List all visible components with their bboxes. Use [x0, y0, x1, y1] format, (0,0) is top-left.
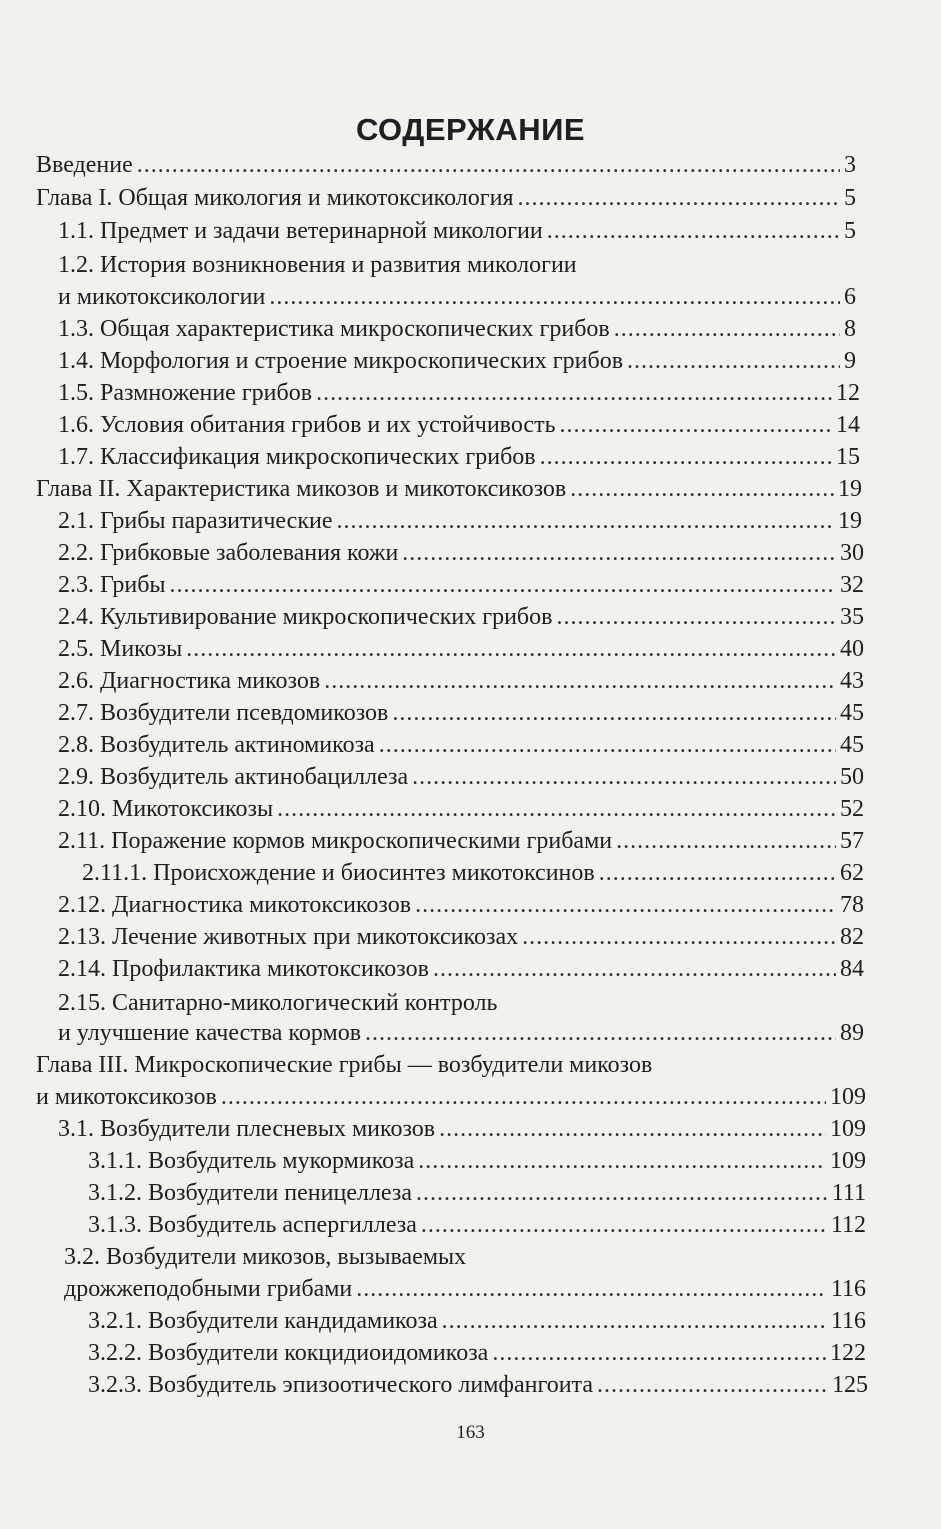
toc-entry-title: 2.3. Грибы	[58, 572, 166, 598]
toc-entry-title: 3.1.1. Возбудитель мукормикоза	[88, 1148, 415, 1174]
toc-entry-title-cont: и микотоксикозов	[36, 1084, 217, 1110]
toc-entry-page: 45	[840, 700, 864, 726]
page-title: СОДЕРЖАНИЕ	[355, 112, 586, 147]
toc-entry	[58, 730, 864, 760]
toc-entry-page: 15	[836, 444, 860, 470]
toc-leader	[560, 410, 832, 440]
toc-entry	[58, 1018, 864, 1048]
toc-entry-page: 109	[830, 1148, 866, 1174]
toc-entry	[58, 282, 856, 312]
toc-entry-title: 1.7. Классификация микроскопических грибов	[58, 444, 536, 470]
toc-leader	[269, 282, 840, 312]
toc-entry	[88, 1306, 866, 1336]
toc-entry-title-cont: и улучшение качества кормов	[58, 1020, 362, 1046]
toc-entry-title: 1.3. Общая характеристика микроскопических грибов	[58, 316, 610, 342]
toc-entry	[36, 183, 856, 213]
toc-entry-page: 57	[840, 828, 864, 854]
toc-leader	[277, 794, 836, 824]
toc-entry	[58, 570, 864, 600]
toc-entry-page: 112	[830, 1212, 866, 1238]
toc-leader	[365, 1018, 836, 1048]
toc-entry	[58, 506, 862, 536]
toc-leader	[392, 698, 836, 728]
toc-entry-page: 30	[840, 540, 864, 566]
toc-entry-page: 82	[840, 924, 864, 950]
toc-leader	[416, 1178, 828, 1208]
toc-entry-title: 2.8. Возбудитель актиномикоза	[58, 732, 375, 758]
page-number: 163	[456, 1422, 485, 1443]
toc-leader	[356, 1274, 827, 1304]
toc-entry-title-cont: дрожжеподобными грибами	[64, 1276, 353, 1302]
toc-leader	[599, 858, 836, 888]
toc-entry	[64, 1274, 866, 1304]
toc-leader	[379, 730, 836, 760]
toc-entry-title: 3.1.2. Возбудители пеницеллеза	[88, 1180, 412, 1206]
toc-entry	[58, 954, 864, 984]
toc-entry-title: 1.4. Морфология и строение микроскопических грибов	[58, 348, 624, 374]
toc-entry	[58, 602, 864, 632]
toc-entry-page: 6	[844, 284, 856, 310]
toc-entry-page: 122	[830, 1340, 866, 1366]
toc-leader	[540, 442, 832, 472]
toc-leader	[547, 216, 840, 246]
toc-entry-title: 3.2.3. Возбудитель эпизоотического лимфангоита	[88, 1372, 593, 1398]
toc-leader	[170, 570, 836, 600]
toc-entry	[88, 1210, 866, 1240]
toc-entry-title: 2.2. Грибковые заболевания кожи	[58, 540, 399, 566]
toc-entry-page: 8	[844, 316, 856, 342]
toc-entry	[58, 1114, 866, 1144]
toc-entry-title: 2.1. Грибы паразитические	[58, 508, 333, 534]
toc-entry-page: 125	[832, 1372, 868, 1398]
toc-leader	[421, 1210, 827, 1240]
toc-entry-page: 5	[844, 185, 856, 211]
toc-entry-page: 45	[840, 732, 864, 758]
toc-entry	[88, 1338, 866, 1368]
toc-entry-page: 78	[840, 892, 864, 918]
toc-entry-title: 1.5. Размножение грибов	[58, 380, 313, 406]
toc-entry-page: 52	[840, 796, 864, 822]
toc-leader	[616, 826, 836, 856]
toc-entry-page: 12	[836, 380, 860, 406]
toc-entry	[58, 442, 860, 472]
toc-leader	[433, 954, 836, 984]
toc-entry	[58, 890, 864, 920]
toc-entry-title: 2.15. Санитарно-микологический контроль	[58, 990, 498, 1016]
toc-entry-page: 40	[840, 636, 864, 662]
toc-entry-title: 2.7. Возбудители псевдомикозов	[58, 700, 389, 726]
toc-entry-page: 116	[830, 1308, 866, 1334]
toc-entry-title: 1.2. История возникновения и развития микологии	[58, 252, 577, 278]
toc-leader	[336, 506, 834, 536]
toc-entry	[82, 858, 864, 888]
toc-leader	[324, 666, 836, 696]
toc-entry	[36, 150, 856, 180]
toc-entry	[58, 922, 864, 952]
toc-leader	[439, 1114, 826, 1144]
toc-entry	[58, 378, 860, 408]
toc-entry-title: 3.1.3. Возбудитель аспергиллеза	[88, 1212, 417, 1238]
toc-leader	[518, 183, 841, 213]
toc-entry-title: 1.1. Предмет и задачи ветеринарной микологии	[58, 218, 543, 244]
toc-entry-page: 62	[840, 860, 864, 886]
toc-leader	[402, 538, 836, 568]
toc-entry	[58, 634, 864, 664]
toc-entry-page: 19	[838, 476, 862, 502]
toc-entry-title: 3.2.1. Возбудители кандидамикоза	[88, 1308, 438, 1334]
toc-leader	[614, 314, 840, 344]
toc-entry-page: 109	[830, 1116, 866, 1142]
toc-entry-title: Глава II. Характеристика микозов и микотоксикозов	[36, 476, 567, 502]
toc-entry-page: 19	[838, 508, 862, 534]
toc-entry-title: 3.2.2. Возбудители кокцидиоидомикоза	[88, 1340, 489, 1366]
toc-entry-page: 50	[840, 764, 864, 790]
toc-entry	[58, 794, 864, 824]
toc-entry-title: 2.14. Профилактика микотоксикозов	[58, 956, 429, 982]
toc-leader	[412, 762, 836, 792]
toc-entry	[58, 314, 856, 344]
toc-entry	[36, 474, 862, 504]
toc-leader	[522, 922, 836, 952]
toc-entry-title: 2.11.1. Происхождение и биосинтез микотоксинов	[82, 860, 595, 886]
toc-entry-title: Глава III. Микроскопические грибы — возбудители микозов	[36, 1052, 653, 1078]
toc-leader	[415, 890, 836, 920]
toc-entry-title: 2.11. Поражение кормов микроскопическими грибами	[58, 828, 613, 854]
toc-leader	[492, 1338, 826, 1368]
toc-leader	[570, 474, 834, 504]
toc-entry-page: 111	[831, 1180, 866, 1206]
toc-entry	[58, 410, 860, 440]
toc-entry-title: 2.10. Микотоксикозы	[58, 796, 274, 822]
toc-entry-page: 14	[836, 412, 860, 438]
toc-entry-page: 3	[844, 152, 856, 178]
toc-leader	[186, 634, 836, 664]
toc-entry-title: Глава I. Общая микология и микотоксикология	[36, 185, 514, 211]
toc-entry	[58, 826, 864, 856]
toc-entry-title: 2.6. Диагностика микозов	[58, 668, 321, 694]
toc-entry	[58, 346, 856, 376]
toc-entry-page: 109	[830, 1084, 866, 1110]
toc-entry-title: 3.2. Возбудители микозов, вызываемых	[64, 1244, 467, 1270]
toc-entry-title: 2.5. Микозы	[58, 636, 183, 662]
toc-leader	[556, 602, 836, 632]
toc-leader	[221, 1082, 826, 1112]
toc-entry-title: 2.4. Культивирование микроскопических грибов	[58, 604, 553, 630]
toc-entry-title: Введение	[36, 152, 133, 178]
toc-entry-page: 32	[840, 572, 864, 598]
toc-entry-page: 116	[830, 1276, 866, 1302]
toc-entry-page: 43	[840, 668, 864, 694]
toc-entry	[88, 1370, 868, 1400]
toc-leader	[316, 378, 832, 408]
toc-entry	[88, 1178, 866, 1208]
toc-entry-title: 2.9. Возбудитель актинобациллеза	[58, 764, 409, 790]
toc-leader	[418, 1146, 826, 1176]
toc-entry	[58, 538, 864, 568]
toc-entry-title-cont: и микотоксикологии	[58, 284, 266, 310]
toc-entry-title: 2.13. Лечение животных при микотоксикозах	[58, 924, 519, 950]
toc-entry-page: 89	[840, 1020, 864, 1046]
toc-entry	[36, 1082, 866, 1112]
toc-leader	[137, 150, 840, 180]
toc-entry	[58, 762, 864, 792]
toc-entry	[58, 666, 864, 696]
toc-entry	[58, 698, 864, 728]
toc-entry-page: 9	[844, 348, 856, 374]
toc-entry-title: 2.12. Диагностика микотоксикозов	[58, 892, 412, 918]
toc-entry-title: 3.1. Возбудители плесневых микозов	[58, 1116, 436, 1142]
toc-entry	[88, 1146, 866, 1176]
toc-entry-title: 1.6. Условия обитания грибов и их устойчивость	[58, 412, 556, 438]
toc-entry-page: 5	[844, 218, 856, 244]
toc-leader	[442, 1306, 827, 1336]
toc-entry-page: 35	[840, 604, 864, 630]
toc-entry-page: 84	[840, 956, 864, 982]
toc-entry	[58, 216, 856, 246]
toc-leader	[627, 346, 840, 376]
toc-leader	[597, 1370, 828, 1400]
